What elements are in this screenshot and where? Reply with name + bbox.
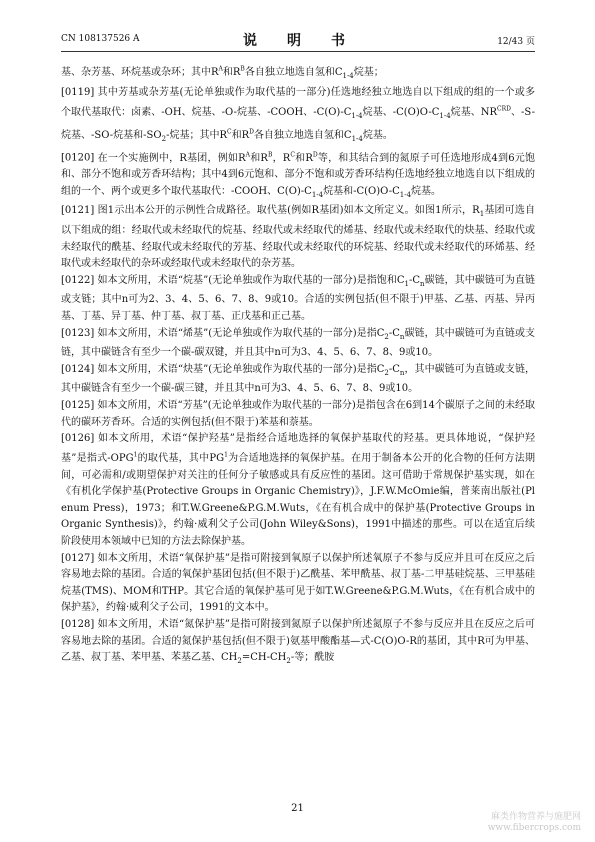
paragraph (61, 147, 535, 203)
paragraph (61, 273, 535, 326)
paragraph-number: [0125] (61, 400, 95, 411)
watermark (488, 812, 581, 834)
paragraph (61, 62, 535, 85)
page-header (61, 30, 535, 48)
paragraph-text: 如本文所用，术语“烷基”(无论单独或作为取代基的一部分)是指饱和$C_1-C_n$碳链，其中碳链可为直链或支链；其中n可为2、3、4、5、6、7、8、9或10。合适的实例包括(但不限于)甲基、乙基、丙基、异丙基、丁基、异丁基、仲丁基、叔丁基、正戊基和正己基。 (61, 274, 536, 323)
paragraph-text: 如本文所用，术语“氧保护基”是指可附接到氧原子以保护所述氧原子不参与反应并且可在反应之后容易地去除的基团。合适的氧保护基团包括(但不限于)乙酰基、苯甲酰基、叔丁基-二甲基硅烷基、三甲基硅烷基(TMS)、MOM和THP。其它合适的氧保护基可见于如T.W.Greene&P.G.M.Wuts，《在有机合成中的保护基》，约翰·威利父子公司，1991的文本中。 (61, 552, 535, 614)
paragraph (61, 551, 535, 617)
paragraph (61, 203, 535, 272)
paragraph-text: 如本文所用，术语“烯基”(无论单独或作为取代基的一部分)是指$C_2-C_n$碳链，其中碳链可为直链或支链，其中碳链含有至少一个碳-碳双键，并且其中n可为3、4、5、6、7、8、9或10。 (61, 327, 535, 359)
paragraph-text: 基、杂芳基、环烷基或杂环；其中$R^A$和$R^B$各自独立地选自氢和$C_{1-4}$烷基； (61, 66, 384, 81)
paragraph-text: 如本文所用，术语“氮保护基”是指可附接到氮原子以保护所述氮原子不参与反应并且在反应之后可容易地去除的基团。合适的氮保护基包括(但不限于)氨基甲酸酯基—式-C(O)O-R的基团，其中R可为甲基、乙基、叔丁基、苯甲基、苯基乙基、$CH_2=CH-CH_2-$等；酰胺 (61, 619, 535, 666)
paragraph (61, 617, 535, 670)
patent-number: CN 108137526 A (61, 34, 140, 44)
paragraph-text: 如本文所用，术语“芳基”(无论单独或作为取代基的一部分)是指包含在6到14个碳原子之间的未经取代的碳环芳香环。合适的实例包括(但不限于)苯基和萘基。 (61, 400, 535, 428)
paragraph-number: [0119] (61, 86, 95, 98)
paragraph (61, 85, 535, 147)
paragraph-text: 其中芳基或杂芳基(无论单独或作为取代基的一部分)任选地经独立地选自以下组成的组的一个或多个取代基取代：卤素、-OH、烷基、-O-烷基、-COOH、$-C(O)-C_{1-4}$烷基、$-C(O)O-C_{1-4}$烷基、$NR^{CRD}$、-S-烷基、-SO-烷基和$-SO_2-$烷基；其中$R^C$和$R^D$各自独立地选自氢和$C_{1-4}$烷基。 (61, 86, 535, 143)
paragraph-number: [0124] (61, 363, 95, 375)
paragraph-number: [0128] (61, 619, 95, 631)
paragraph-text: 如本文所用，术语“炔基”(无论单独或作为取代基的一部分)是指$C_2-C_n$，其中碳链可为直链或支链，其中碳链含有至少一个碳-碳三键，并且其中n可为3、4、5、6、7、8、9或10。 (61, 363, 535, 395)
paragraph (61, 326, 535, 362)
paragraph-number: [0122] (61, 274, 95, 286)
page-indicator: 12/43 页 (497, 37, 535, 47)
header-rule (61, 51, 535, 52)
paragraph (61, 431, 535, 550)
watermark-line-2: www.fibercrops.com (487, 823, 581, 833)
watermark-line-1: 麻类作物营养与施肥网 (490, 812, 581, 822)
page-number: 21 (291, 803, 304, 814)
paragraph-number: [0120] (61, 152, 95, 164)
paragraph-number: [0121] (61, 205, 95, 217)
paragraph-number: [0123] (61, 327, 95, 339)
paragraph-text: 图1示出本公开的示例性合成路径。取代基(例如R基团)如本文所定义。如图1所示，$R_1$基团可选自以下组成的组：经取代或未经取代的烷基、经取代或未经取代的烯基、经取代或未经取代的炔基、经取代或未经取代的酰基、经取代或未经取代的芳基、经取代或未经取代的环烷基、经取代或未经取代的环烯基、经取代或未经取代的杂环或经取代或未经取代的杂芳基。 (61, 205, 536, 270)
paragraph (61, 398, 535, 431)
document-title: 说 明 书 (243, 33, 353, 49)
paragraph-number: [0126] (61, 433, 95, 445)
paragraph-text: 如本文所用，术语“保护羟基”是指经合适地选择的氧保护基取代的羟基。更具体地说，“保护羟基”是指式-OPG$^1$的取代基，其中$PG^1$为合适地选择的氧保护基。在用于制备本公开的化合物的任何方法期间，可必需和/或期望保护对关注的任何分子敏感或具有反应性的基团。这可借助于常规保护基实现，如在《有机化学保护基(Protective Groups in Organic Chemistry)》，J.F.W.McOmie编，普莱南出版社(Plenum Press)，1973；和T.W.Greene&P.G.M.Wuts，《在有机合成中的保护基(Protective Groups in Organic Synthesis)》，约翰·威利父子公司(John Wiley&Sons)，1991中描述的那些。可以在适宜后续阶段使用本领域中已知的方法去除保护基。 (61, 433, 536, 548)
paragraph (61, 362, 535, 398)
paragraph-text: 在一个实施例中，R基团，例如$R^A$和$R^B$，$R^C$和$R^D$等，和其结合到的氮原子可任选地形成4到6元饱和、部分不饱和或芳香环结构；其中4到6元饱和、部分不饱和或芳香环结构任选地经独立地选自以下组成的组的一个、两个或更多个取代基取代：-COOH、$C(O)-C_{1-4}$烷基和$-C(O)O-C_{1-4}$烷基。 (61, 151, 535, 199)
paragraph-number: [0127] (61, 552, 95, 564)
document-body (61, 62, 535, 670)
